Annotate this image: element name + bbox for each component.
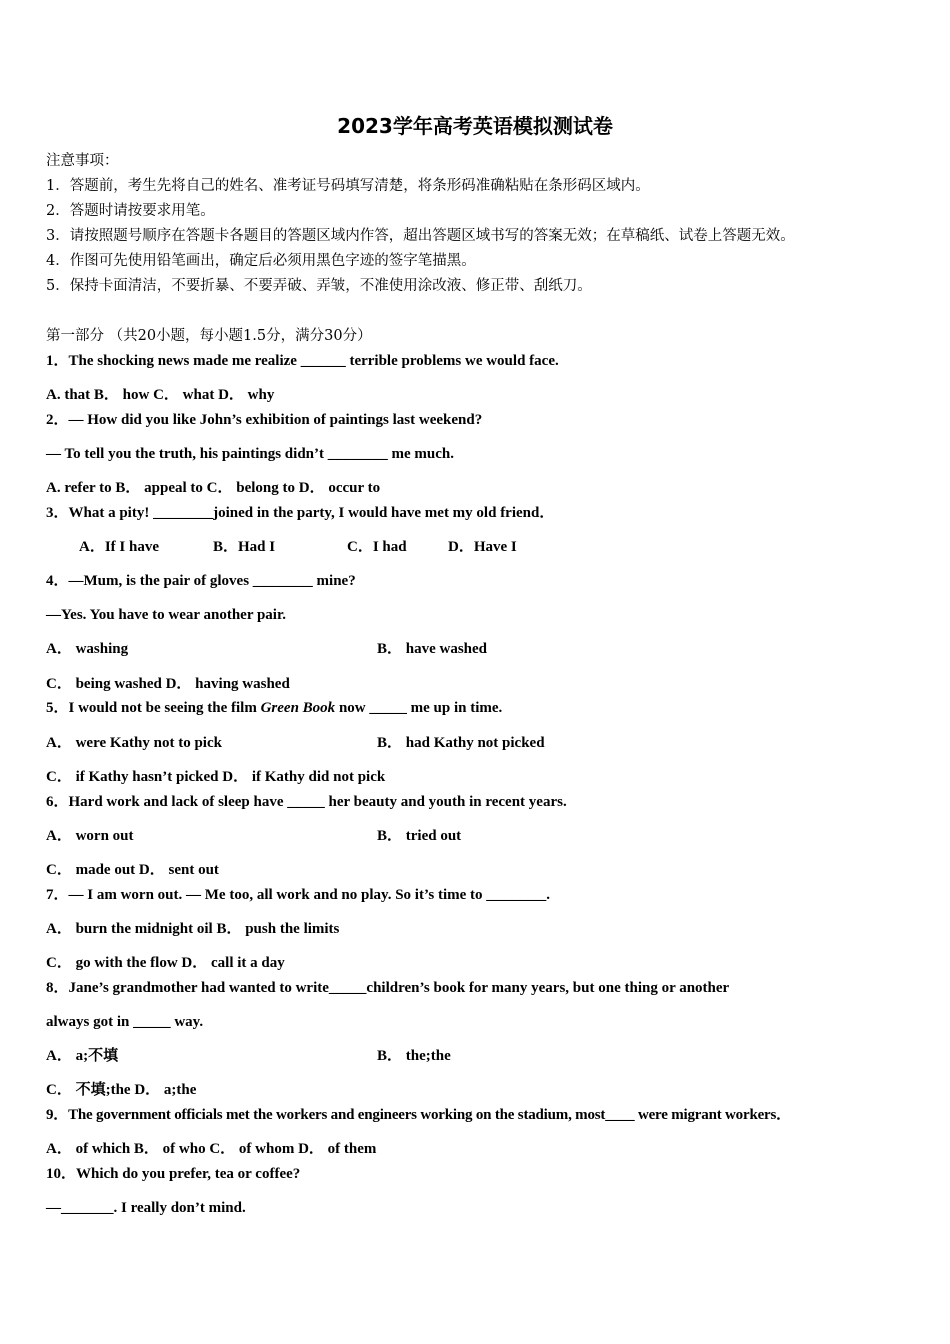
section-heading: 第一部分 （共20小题，每小题1.5分，满分30分） bbox=[46, 328, 372, 344]
question-7-options-ab: A． burn the midnight oil B． push the limits bbox=[46, 921, 340, 937]
question-8-option-a: A． a;不填 bbox=[46, 1048, 119, 1064]
question-8-stem: 8．Jane’s grandmother had wanted to write_____children’s book for many years, but one thing or another bbox=[46, 980, 730, 996]
question-4-stem: 4．—Mum, is the pair of gloves ________ mine? bbox=[46, 573, 356, 589]
question-10-line2: —_______. I really don’t mind. bbox=[46, 1200, 246, 1216]
question-5-stem-pre: 5．I would not be seeing the film bbox=[46, 700, 261, 716]
question-8-options-cd: C． 不填;the D． a;the bbox=[46, 1082, 197, 1098]
question-9-stem: 9．The government officials met the workers and engineers working on the stadium, most____ were migrant workers． bbox=[46, 1107, 791, 1123]
notice-heading: 注意事项： bbox=[46, 153, 119, 169]
question-7-stem: 7．— I am worn out. — Me too, all work and no play. So it’s time to ________. bbox=[46, 887, 551, 903]
question-4-option-b: B． have washed bbox=[377, 641, 488, 657]
question-9-options: A． of which B． of who C． of whom D． of them bbox=[46, 1141, 377, 1157]
question-5-film-title: Green Book bbox=[260, 700, 336, 716]
notice-item: 1．答题前，考生先将自己的姓名、准考证号码填写清楚，将条形码准确粘贴在条形码区域内。 bbox=[46, 178, 650, 194]
question-5-stem-post: now _____ me up in time. bbox=[335, 700, 503, 716]
question-6-option-a: A． worn out bbox=[46, 828, 134, 844]
question-3-option-c: C．I had bbox=[347, 539, 407, 555]
question-6-options-cd: C． made out D． sent out bbox=[46, 862, 219, 878]
page-title: 2023学年高考英语模拟测试卷 bbox=[337, 114, 613, 138]
question-3-option-b: B．Had I bbox=[213, 539, 276, 555]
question-6-option-b: B． tried out bbox=[377, 828, 462, 844]
question-1-options: A. that B． how C． what D． why bbox=[46, 387, 275, 403]
question-4-option-a: A． washing bbox=[46, 641, 129, 657]
question-3-stem: 3．What a pity! ________joined in the party, I would have met my old friend． bbox=[46, 505, 555, 521]
notice-item: 4．作图可先使用铅笔画出，确定后必须用黑色字迹的签字笔描黑。 bbox=[46, 253, 476, 269]
notice-item: 3．请按照题号顺序在答题卡各题目的答题区域内作答，超出答题区域书写的答案无效；在草稿纸、试卷上答题无效。 bbox=[46, 228, 795, 244]
question-7-options-cd: C． go with the flow D． call it a day bbox=[46, 955, 285, 971]
question-3-option-a: A．If I have bbox=[79, 539, 160, 555]
question-4-line2: —Yes. You have to wear another pair. bbox=[46, 607, 287, 623]
question-1-stem: 1．The shocking news made me realize ______ terrible problems we would face. bbox=[46, 353, 559, 369]
question-8-line2: always got in _____ way. bbox=[46, 1014, 204, 1030]
question-4-options-cd: C． being washed D． having washed bbox=[46, 676, 290, 692]
question-2-options: A. refer to B． appeal to C． belong to D． occur to bbox=[46, 480, 381, 496]
question-2-stem: 2．— How did you like John’s exhibition of paintings last weekend? bbox=[46, 412, 483, 428]
question-5-option-a: A． were Kathy not to pick bbox=[46, 735, 222, 751]
notice-item: 2．答题时请按要求用笔。 bbox=[46, 203, 215, 219]
notice-item: 5．保持卡面清洁，不要折暴、不要弄破、弄皱，不准使用涂改液、修正带、刮纸刀。 bbox=[46, 278, 592, 294]
question-5-option-b: B． had Kathy not picked bbox=[377, 735, 545, 751]
question-6-stem: 6．Hard work and lack of sleep have _____ her beauty and youth in recent years. bbox=[46, 794, 567, 810]
question-3-option-d: D．Have I bbox=[448, 539, 517, 555]
question-5-stem bbox=[46, 699, 502, 717]
question-8-option-b: B． the;the bbox=[377, 1048, 451, 1064]
question-10-stem: 10．Which do you prefer, tea or coffee? bbox=[46, 1166, 301, 1182]
question-2-line2: — To tell you the truth, his paintings didn’t ________ me much. bbox=[46, 446, 454, 462]
question-5-options-cd: C． if Kathy hasn’t picked D． if Kathy did not pick bbox=[46, 769, 386, 785]
